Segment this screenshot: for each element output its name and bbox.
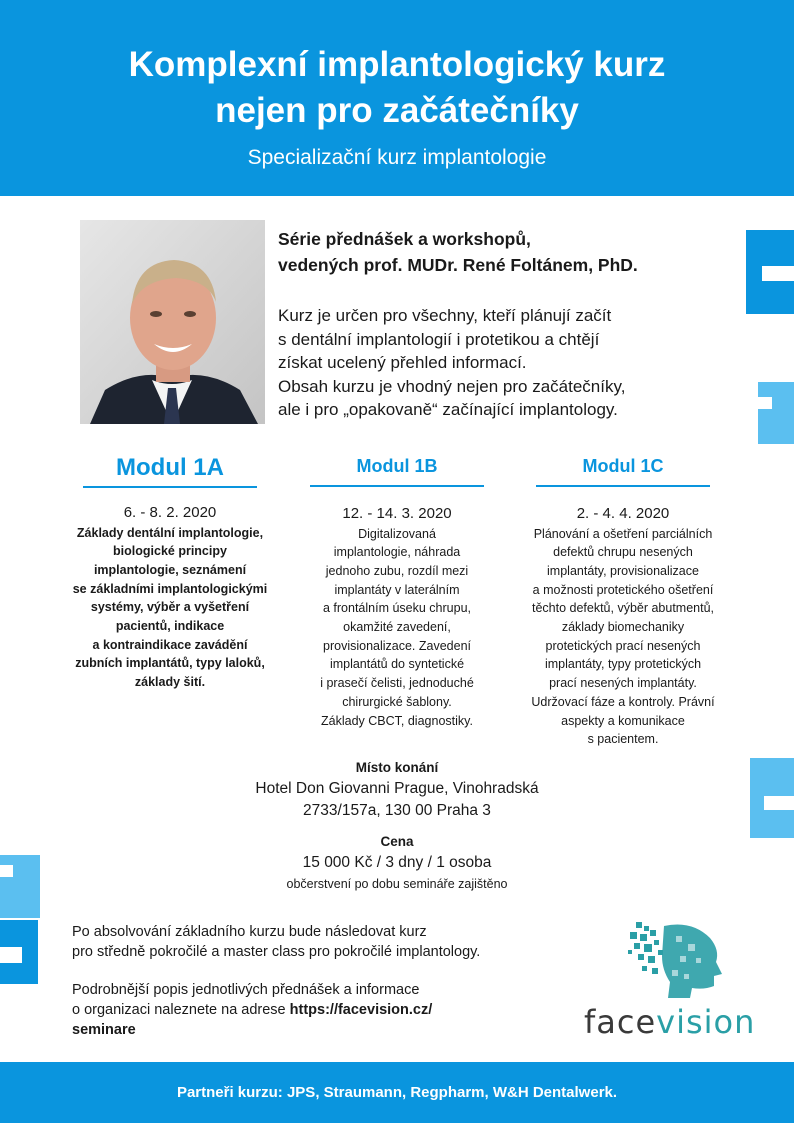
partners-text: Partneři kurzu: JPS, Straumann, Regpharm, W&H Dentalwerk. <box>176 1084 618 1101</box>
price-note: občerstvení po dobu semináře zajištěno <box>286 877 508 891</box>
module-1a-description <box>56 524 284 692</box>
intro-heading-line-1: Série přednášek a workshopů, <box>278 229 531 249</box>
decor-square-right-1 <box>746 230 794 314</box>
more-info-paragraph <box>72 980 432 1040</box>
intro-line: s dentální implantologií i protetikou a chtějí <box>278 329 600 349</box>
module-1a-underline <box>83 486 257 488</box>
module-1b-line: okamžité zavedení, <box>343 620 451 635</box>
module-1b <box>290 454 504 730</box>
decor-square-right-2 <box>758 382 794 444</box>
price-block <box>0 832 794 894</box>
module-1b-title: Modul 1B <box>356 456 438 476</box>
module-1c-underline <box>536 485 710 487</box>
venue-block <box>0 758 794 822</box>
intro-line: ale i pro „opakovaně“ začínající implantology. <box>278 400 618 419</box>
module-1c-line: defektů chrupu nesených <box>553 545 693 560</box>
module-1b-line: i prasečí čelisti, jednoduché <box>320 676 474 691</box>
page-subtitle: Specializační kurz implantologie <box>247 146 547 169</box>
module-1b-underline <box>310 485 484 487</box>
module-1a-line: pacientů, indikace <box>115 619 225 634</box>
module-1b-line: a frontálním úseku chrupu, <box>323 601 471 616</box>
intro-line: Kurz je určen pro všechny, kteří plánují začít <box>278 306 612 325</box>
module-1a-line: biologické principy <box>113 544 227 559</box>
module-1a-line: implantologie, seznámení <box>93 562 247 577</box>
venue-line-1: Hotel Don Giovanni Prague, Vinohradská <box>255 780 539 797</box>
intro-line: získat ucelený přehled informací. <box>278 353 527 372</box>
venue-line-2: 2733/157a, 130 00 Praha 3 <box>303 802 491 819</box>
module-1a <box>56 452 284 692</box>
module-1c-line: a možnosti protetického ošetření <box>532 582 714 597</box>
followup-line-1: Po absolvování základního kurzu bude následovat kurz <box>72 924 427 940</box>
intro-heading <box>278 226 638 278</box>
module-1b-line: implantologie, náhrada <box>333 545 461 560</box>
more-info-line-2: o organizaci naleznete na adrese <box>72 1002 290 1018</box>
module-1c-line: aspekty a komunikace <box>561 713 685 728</box>
module-1a-title: Modul 1A <box>116 454 224 481</box>
module-1a-line: a kontraindikace zavádění <box>92 637 248 652</box>
module-1b-description <box>290 525 504 731</box>
module-1a-line: zubních implantátů, typy laloků, <box>75 656 265 671</box>
module-1b-line: Digitalizovaná <box>358 526 436 541</box>
module-1a-line: se základními implantologickými <box>72 581 268 596</box>
venue-label: Místo konání <box>355 760 439 775</box>
intro-paragraph <box>278 304 728 422</box>
intro-heading-line-2: vedených prof. MUDr. René Foltánem, PhD. <box>278 255 638 275</box>
footer-banner <box>0 1062 794 1123</box>
intro-line: Obsah kurzu je vhodný nejen pro začátečníky, <box>278 376 626 396</box>
module-1c-description <box>508 525 738 749</box>
module-1a-line: Základy dentální implantologie, <box>76 525 264 540</box>
module-1c-line: s pacientem. <box>587 732 659 747</box>
header-banner <box>0 0 794 196</box>
decor-square-left-2 <box>0 920 38 984</box>
module-1c-date: 2. - 4. 4. 2020 <box>576 504 670 522</box>
followup-line-2: pro středně pokročilé a master class pro pokročilé implantology. <box>72 944 481 960</box>
module-1a-date: 6. - 8. 2. 2020 <box>123 503 217 521</box>
module-1a-line: systémy, výběr a vyšetření <box>90 600 250 615</box>
module-1c-line: protetických prací nesených <box>545 638 701 653</box>
title-line-2: nejen pro začátečníky <box>215 91 579 130</box>
page-title <box>0 42 794 134</box>
module-1c-line: prací nesených implantáty. <box>549 676 697 691</box>
module-1c-line: implantáty, provisionalizace <box>547 563 699 578</box>
price-label: Cena <box>380 834 414 849</box>
module-1b-line: Základy CBCT, diagnostiky. <box>321 713 473 728</box>
module-1c-line: Udržovací fáze a kontroly. Právní <box>531 694 715 709</box>
logo-text-vision: vision <box>656 1003 756 1041</box>
website-link-continued[interactable]: seminare <box>72 1022 136 1038</box>
more-info-line-1: Podrobnější popis jednotlivých přednášek a informace <box>72 982 420 998</box>
followup-paragraph <box>72 922 480 962</box>
website-link[interactable]: https://facevision.cz/ <box>289 1002 433 1018</box>
module-1b-line: provisionalizace. Zavedení <box>323 638 471 653</box>
module-1c-line: těchto defektů, výběr abutmentů, <box>531 601 715 616</box>
lecturer-photo <box>80 220 265 424</box>
facevision-logo <box>580 918 770 1048</box>
module-1b-line: jednoho zubu, rozdíl mezi <box>325 563 469 578</box>
module-1c-line: Plánování a ošetření parciálních <box>533 526 713 541</box>
module-1a-line: základy šití. <box>134 675 206 690</box>
module-1b-line: implantáty v laterálním <box>334 582 460 597</box>
module-1c <box>508 454 738 749</box>
title-line-1: Komplexní implantologický kurz <box>128 45 666 84</box>
module-1c-line: implantáty, typy protetických <box>544 657 702 672</box>
logo-text-face: face <box>584 1003 657 1041</box>
module-1c-line: základy biomechaniky <box>561 620 685 635</box>
module-1b-line: implantátů do syntetické <box>329 657 465 672</box>
price-value: 15 000 Kč / 3 dny / 1 osoba <box>302 854 492 871</box>
module-1b-date: 12. - 14. 3. 2020 <box>342 504 452 522</box>
facevision-logo-icon <box>580 918 770 1000</box>
module-1b-line: chirurgické šablony. <box>342 694 452 709</box>
module-1c-title: Modul 1C <box>582 456 664 476</box>
